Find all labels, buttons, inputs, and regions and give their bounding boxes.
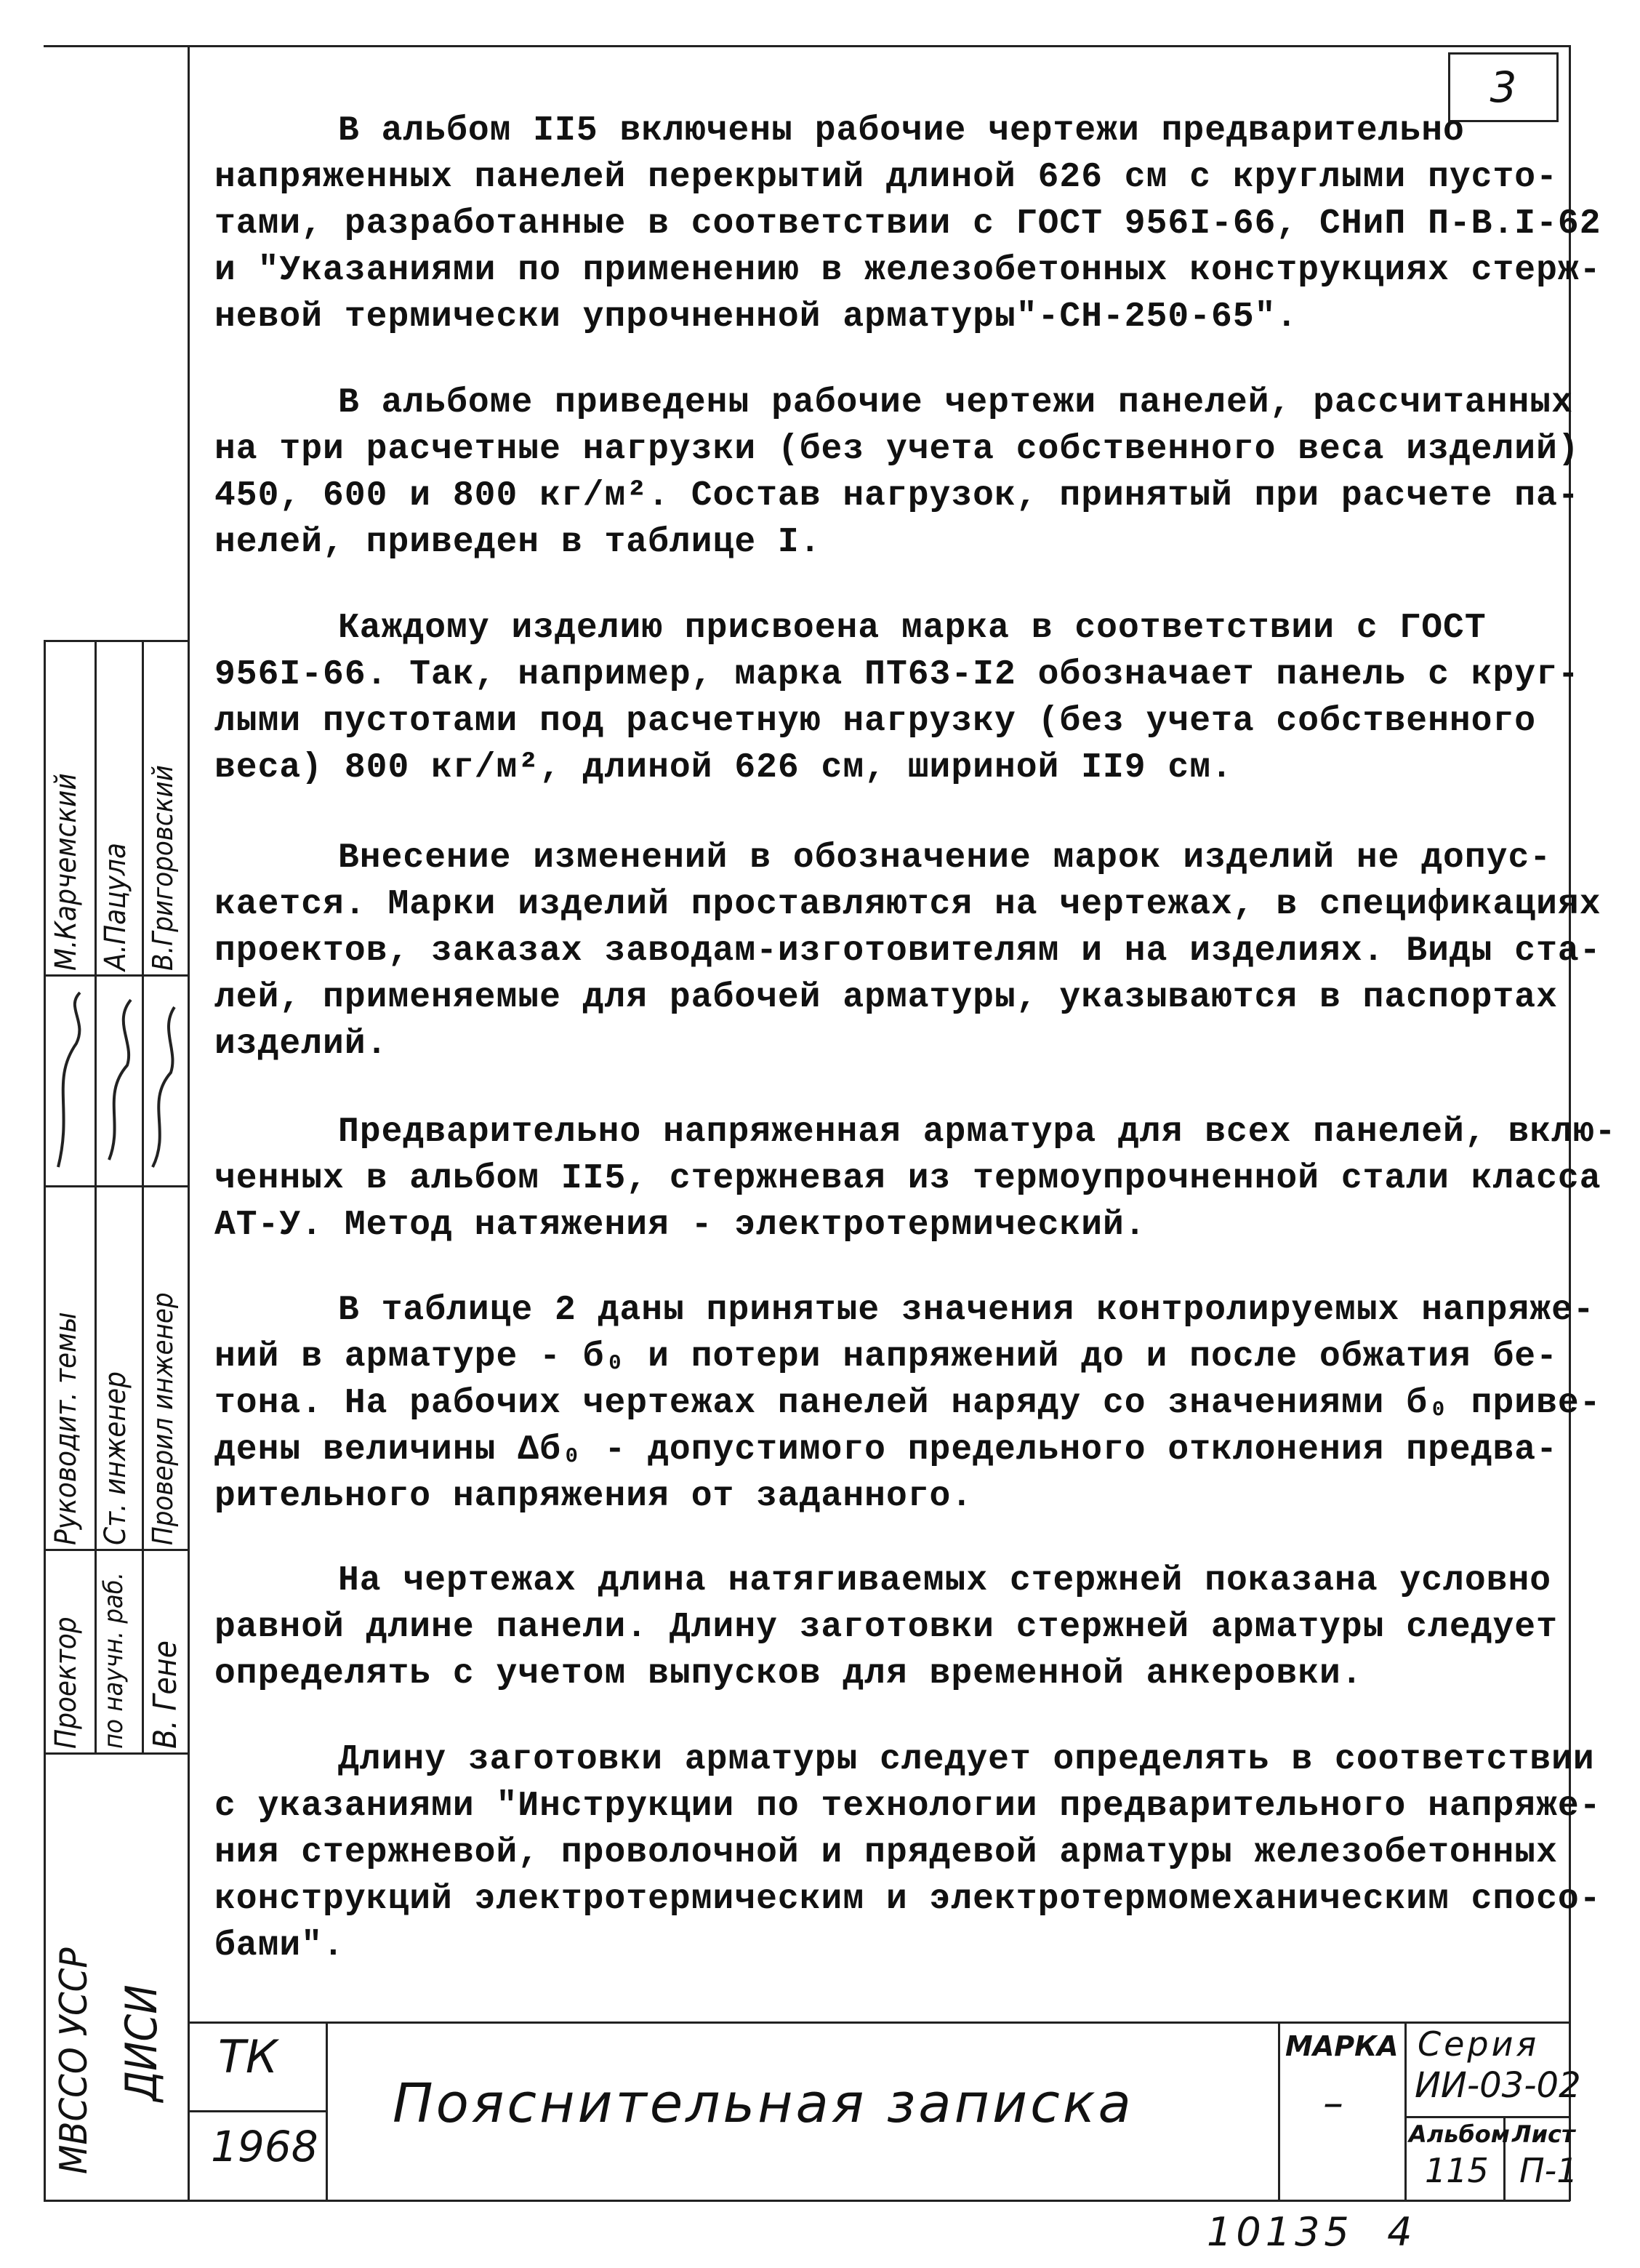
series-value: ИИ-03-02 [1415,2065,1581,2106]
stamp-col-2 [95,640,97,1752]
text-line: рительного напряжения от заданного. [214,1477,973,1516]
stamp-name-1: М.Карчемский [49,773,83,971]
text-line: нелей, приведен в таблице I. [214,523,821,562]
text-line: определять с учетом выпусков для временной анкеровки. [214,1654,1363,1694]
text-line: тона. На рабочих чертежах панелей наряду со значениями б₀ приве- [214,1384,1601,1423]
text-line: лыми пустотами под расчетную нагрузку (без учета собственного [214,702,1537,741]
stamp-row-3 [44,1185,189,1187]
title-block-mid-right [1404,2116,1569,2118]
stamp-ministry: МВССО УССР [52,1947,96,2174]
text-line: Каждому изделию присвоена марка в соответствии с ГОСТ [338,609,1487,648]
paragraph-7 [214,1558,1570,1697]
marka-label: МАРКА [1285,2030,1399,2062]
paragraph-6 [214,1287,1601,1520]
text-line: ния стержневой, проволочной и прядевой арматуры железобетонных [214,1833,1558,1872]
text-line: Длину заготовки арматуры следует определять в соответствии [338,1740,1595,1779]
text-line: В альбоме приведены рабочие чертежи панелей, рассчитанных [338,383,1573,422]
paragraph-2 [214,380,1580,566]
stamp-col-3 [142,640,144,1752]
stamp-role-1: Руководит. темы [49,1312,83,1545]
album-label: Альбом [1409,2120,1510,2148]
stamp-role-5: по научн. раб. [99,1571,129,1749]
text-line: Внесение изменений в обозначение марок изделий не допус- [338,838,1552,878]
text-line: лей, применяемые для рабочей арматуры, указываются в паспортах [214,978,1558,1017]
title-block-mid-left [188,2110,326,2112]
paragraph-5 [214,1109,1617,1249]
text-line: тами, разработанные в соответствии с ГОСТ 956I-66, СНиП П-В.I-62 [214,204,1601,244]
page-number: 3 [1490,63,1517,112]
stamp-row-4 [44,1549,189,1551]
text-line: ний в арматуре - б₀ и потери напряжений до и после обжатия бе- [214,1337,1558,1377]
text-line: бами". [214,1926,345,1966]
title-block-div-3 [1404,2021,1407,2200]
stamp-role-4: Проектор [49,1616,83,1749]
series-label: Серия [1418,2024,1540,2064]
text-line: с указаниями "Инструкции по технологии предварительного напряже- [214,1787,1601,1826]
text-line: дены величины Δб₀ - допустимого предельного отклонения предва- [214,1430,1558,1470]
frame-bottom [44,2200,1570,2202]
text-line: равной длине панели. Длину заготовки стержней арматуры следует [214,1608,1558,1647]
text-line: На чертежах длина натягиваемых стержней показана условно [338,1561,1552,1600]
frame-top [44,45,1570,47]
text-line: невой термически упрочненной арматуры"-СН-250-65". [214,297,1298,337]
doc-code: ТК [218,2030,278,2083]
title-block-top [188,2021,1569,2024]
stamp-col-1 [44,640,46,2200]
text-line: Предварительно напряженная арматура для всех панелей, вклю- [338,1113,1617,1152]
text-line: АТ-У. Метод натяжения - электротермический. [214,1206,1146,1245]
text-line: изделий. [214,1025,388,1064]
sheet-label: Лист [1512,2120,1575,2148]
album-value: 115 [1425,2151,1489,2190]
text-line: кается. Марки изделий проставляются на чертежах, в спецификациях [214,885,1601,924]
text-line: В таблице 2 даны принятые значения контролируемых напряже- [338,1291,1595,1330]
doc-title: Пояснительная записка [393,2072,1134,2135]
stamp-role-3: Проверил инженер [147,1292,179,1545]
text-line: 956I-66. Так, например, марка ПТ63-I2 обозначает панель с круг- [214,655,1580,694]
text-line: ченных в альбом II5, стержневая из термоупрочненной стали класса [214,1159,1601,1198]
stamp-row-5 [44,1752,189,1755]
text-line: проектов, заказах заводам-изготовителям и на изделиях. Виды ста- [214,931,1601,971]
text-line: В альбом II5 включены рабочие чертежи предварительно [338,111,1465,151]
paragraph-3 [214,605,1580,791]
stamp-name-2: А.Пацула [99,843,132,971]
marka-value: – [1323,2080,1343,2127]
text-line: 450, 600 и 800 кг/м². Состав нагрузок, принятый при расчете па- [214,476,1580,516]
text-line: и "Указаниями по применению в железобетонных конструкциях стерж- [214,251,1601,290]
stamp-name-3: В.Григоровский [147,765,179,971]
paragraph-8 [214,1736,1601,1969]
footer-number: 10135 4 [1207,2209,1417,2255]
sheet-value: П-1 [1519,2151,1578,2190]
text-line: конструкций электротермическим и электротермомеханическим спосо- [214,1880,1601,1919]
signature-marks [44,978,189,1182]
stamp-role-2: Ст. инженер [99,1371,132,1545]
title-block-div-2 [1278,2021,1280,2200]
text-line: напряженных панелей перекрытий длиной 626 см с круглыми пусто- [214,158,1558,197]
stamp-row-2 [44,974,189,977]
stamp-row-1 [44,640,189,642]
stamp-name-4: В. Гене [147,1640,184,1749]
stamp-institute: ДИСИ [116,1984,167,2101]
text-line: на три расчетные нагрузки (без учета собственного веса изделий) [214,430,1580,469]
title-block-div-1 [326,2021,328,2200]
doc-year: 1968 [211,2122,318,2171]
text-line: веса) 800 кг/м², длиной 626 см, шириной II9 см. [214,748,1233,788]
paragraph-4 [214,835,1601,1067]
paragraph-1 [214,108,1601,340]
